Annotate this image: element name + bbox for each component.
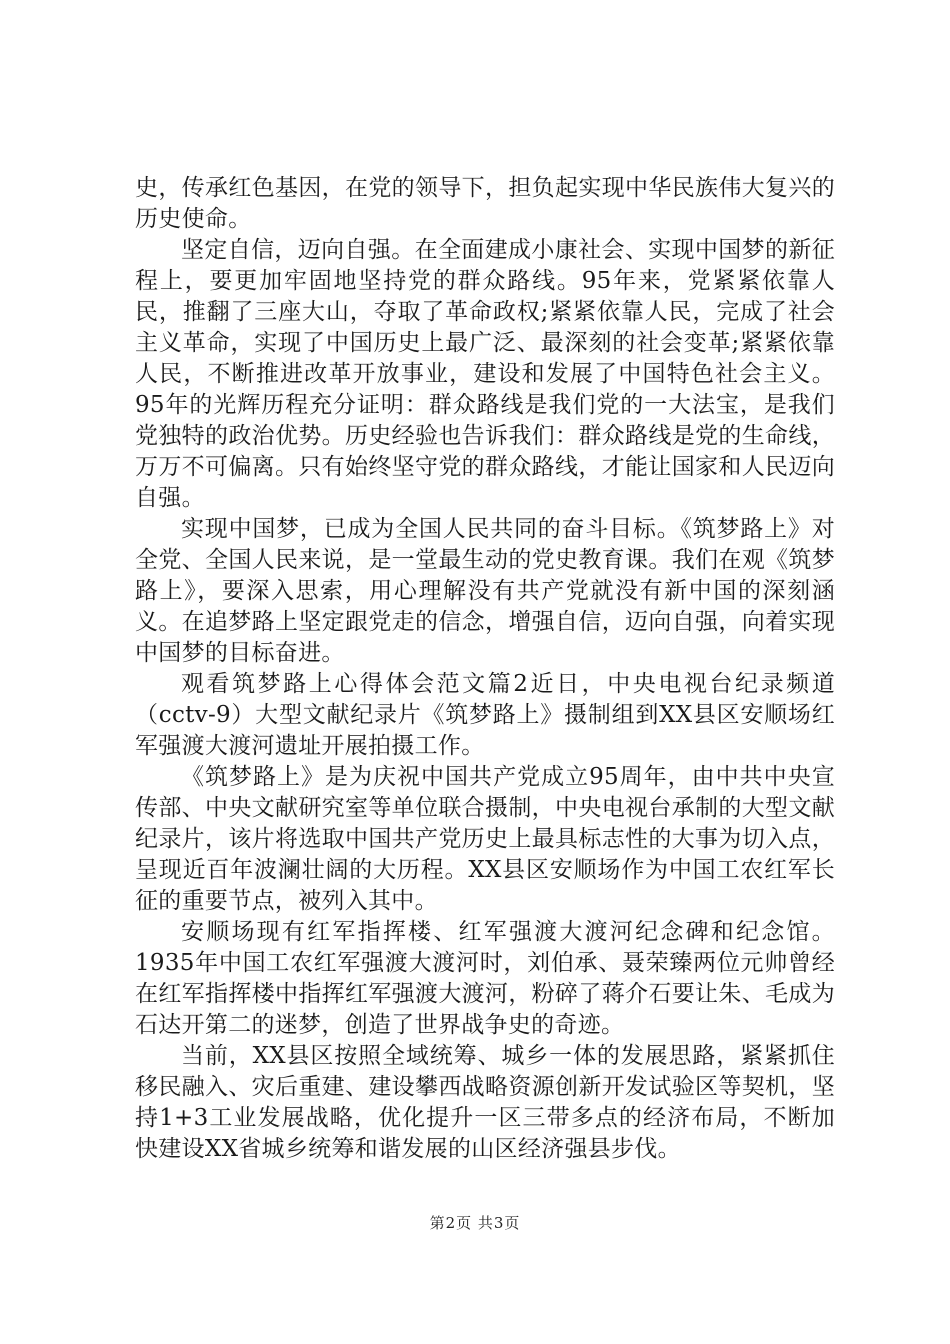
paragraph-7: 当前，XX县区按照全域统筹、城乡一体的发展思路，紧紧抓住移民融入、灾后重建、建设攀西战略资源创新开发试验区等契机，坚持1+3工业发展战略，优化提升一区三带多点的经济布局，不断加快建设XX省城乡统筹和谐发展的山区经济强县步伐。: [135, 1043, 835, 1162]
page-number-footer: 第2页 共3页: [429, 1214, 521, 1232]
paragraph-5: 《筑梦路上》是为庆祝中国共产党成立95周年，由中共中央宣传部、中央文献研究室等单位联合摄制，中央电视台承制的大型文献纪录片，该片将选取中国共产党历史上最具标志性的大事为切入点，呈现近百年波澜壮阔的大历程。XX县区安顺场作为中国工农红军长征的重要节点，被列入其中。: [135, 764, 835, 914]
paragraph-3: 实现中国梦，已成为全国人民共同的奋斗目标。《筑梦路上》对全党、全国人民来说，是一堂最生动的党史教育课。我们在观《筑梦路上》，要深入思索，用心理解没有共产党就没有新中国的深刻涵义。在追梦路上坚定跟党走的信念，增强自信，迈向自强，向着实现中国梦的目标奋进。: [135, 516, 835, 666]
paragraph-1: 史，传承红色基因，在党的领导下，担负起实现中华民族伟大复兴的历史使命。: [135, 175, 835, 232]
document-body: [135, 173, 835, 1165]
paragraph-4: 观看筑梦路上心得体会范文篇2近日，中央电视台纪录频道（cctv-9）大型文献纪录片《筑梦路上》摄制组到XX县区安顺场红军强渡大渡河遗址开展拍摄工作。: [135, 671, 835, 759]
paragraph-2: 坚定自信，迈向自强。在全面建成小康社会、实现中国梦的新征程上，要更加牢固地坚持党的群众路线。95年来，党紧紧依靠人民，推翻了三座大山，夺取了革命政权;紧紧依靠人民，完成了社会主义革命，实现了中国历史上最广泛、最深刻的社会变革;紧紧依靠人民，不断推进改革开放事业，建设和发展了中国特色社会主义。95年的光辉历程充分证明：群众路线是我们党的一大法宝，是我们党独特的政治优势。历史经验也告诉我们：群众路线是党的生命线，万万不可偏离。只有始终坚守党的群众路线，才能让国家和人民迈向自强。: [135, 237, 835, 511]
paragraph-6: 安顺场现有红军指挥楼、红军强渡大渡河纪念碑和纪念馆。1935年中国工农红军强渡大渡河时，刘伯承、聂荣臻两位元帅曾经在红军指挥楼中指挥红军强渡大渡河，粉碎了蒋介石要让朱、毛成为石达开第二的迷梦，创造了世界战争史的奇迹。: [135, 919, 835, 1038]
